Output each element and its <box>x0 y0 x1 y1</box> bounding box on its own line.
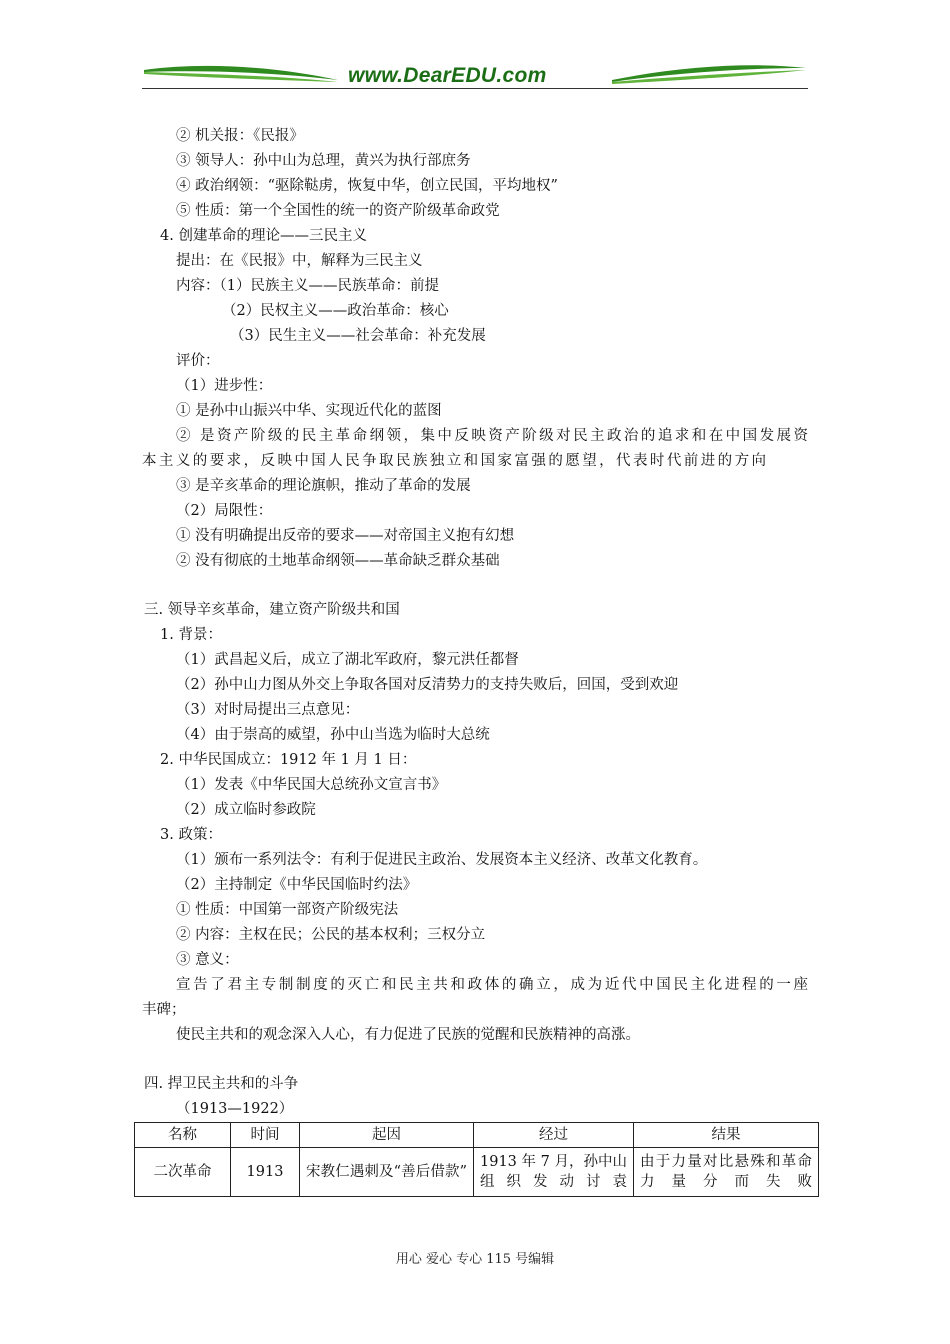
text-line: （2）主持制定《中华民国临时约法》 <box>176 877 418 893</box>
page-footer: 用心 爱心 专心 115 号编辑 <box>395 1252 555 1267</box>
page-header <box>142 58 808 92</box>
text-line: 提出：在《民报》中，解释为三民主义 <box>176 253 423 269</box>
section-heading: 4. 创建革命的理论——三民主义 <box>160 228 367 244</box>
text-line: （1）武昌起义后，成立了湖北军政府，黎元洪任都督 <box>176 652 519 668</box>
text-line: （2）局限性： <box>176 503 273 519</box>
text-line: （3）对时局提出三点意见： <box>176 702 360 718</box>
text-line: （3）民生主义——社会革命：补充发展 <box>230 328 486 344</box>
column-header: 名称 <box>135 1123 231 1148</box>
text-line: ② 机关报：《民报》 <box>176 128 304 144</box>
text-line: ⑤ 性质：第一个全国性的统一的资产阶级革命政党 <box>176 203 500 219</box>
subsection-heading: 2. 中华民国成立：1912 年 1 月 1 日： <box>160 752 417 768</box>
text-line: ② 内容：主权在民；公民的基本权利；三权分立 <box>176 927 486 943</box>
subsection-heading: 1. 背景： <box>160 627 222 643</box>
text-line: 内容：（1）民族主义——民族革命：前提 <box>176 278 439 294</box>
text-line: ③ 领导人：孙中山为总理，黄兴为执行部庶务 <box>176 153 471 169</box>
events-table <box>134 1122 819 1197</box>
text-line: （1）发表《中华民国大总统孙文宣言书》 <box>176 777 447 793</box>
text-line: （2）成立临时参政院 <box>176 802 316 818</box>
header-rule <box>142 88 808 89</box>
text-line: ② 是资产阶级的民主革命纲领，集中反映资产阶级对民主政治的追求和在中国发展资 <box>176 428 808 444</box>
table-cell: 1913 年 7 月，孙中山组织发动讨袁 <box>474 1148 634 1197</box>
text-line: ① 是孙中山振兴中华、实现近代化的蓝图 <box>176 403 442 419</box>
text-line: （2）孙中山力图从外交上争取各国对反清势力的支持失败后，回国，受到欢迎 <box>176 677 679 693</box>
text-line: （1）进步性： <box>176 378 273 394</box>
text-line: ① 没有明确提出反帝的要求——对帝国主义抱有幻想 <box>176 528 515 544</box>
table-cell: 宋教仁遇刺及“善后借款” <box>300 1148 474 1197</box>
text-line: （2）民权主义——政治革命：核心 <box>222 303 449 319</box>
section-heading: 四. 捍卫民主共和的斗争 <box>144 1076 299 1092</box>
column-header: 时间 <box>231 1123 300 1148</box>
table-row <box>135 1148 819 1197</box>
text-line: 本主义的要求，反映中国人民争取民族独立和国家富强的愿望，代表时代前进的方向 <box>142 453 766 469</box>
table-cell: 由于力量对比悬殊和革命力量分而失败 <box>634 1148 819 1197</box>
text-line: ④ 政治纲领：“驱除鞑虏，恢复中华，创立民国，平均地权” <box>176 178 558 194</box>
column-header: 起因 <box>300 1123 474 1148</box>
subsection-heading: 3. 政策： <box>160 827 222 843</box>
column-header: 经过 <box>474 1123 634 1148</box>
text-line: （4）由于崇高的威望，孙中山当选为临时大总统 <box>176 727 490 743</box>
text-line: ③ 意义： <box>176 952 239 968</box>
table-cell: 二次革命 <box>135 1148 231 1197</box>
text-line: ① 性质：中国第一部资产阶级宪法 <box>176 902 399 918</box>
text-line: 宣告了君主专制制度的灭亡和民主共和政体的确立，成为近代中国民主化进程的一座 <box>176 977 808 993</box>
text-line: 评价： <box>176 353 220 369</box>
site-brand[interactable]: www.DearEDU.com <box>348 64 547 87</box>
text-line: ③ 是辛亥革命的理论旗帜，推动了革命的发展 <box>176 478 471 494</box>
column-header: 结果 <box>634 1123 819 1148</box>
text-line: ② 没有彻底的土地革命纲领——革命缺乏群众基础 <box>176 553 500 569</box>
period-label: （1913—1922） <box>176 1101 294 1117</box>
text-line: （1）颁布一系列法令：有利于促进民主政治、发展资本主义经济、改革文化教育。 <box>176 852 708 868</box>
text-line: 使民主共和的观念深入人心，有力促进了民族的觉醒和民族精神的高涨。 <box>176 1027 640 1043</box>
section-heading: 三. 领导辛亥革命，建立资产阶级共和国 <box>144 602 400 618</box>
table-header-row <box>135 1123 819 1148</box>
text-line: 丰碑； <box>142 1002 186 1018</box>
table-cell: 1913 <box>231 1148 300 1197</box>
